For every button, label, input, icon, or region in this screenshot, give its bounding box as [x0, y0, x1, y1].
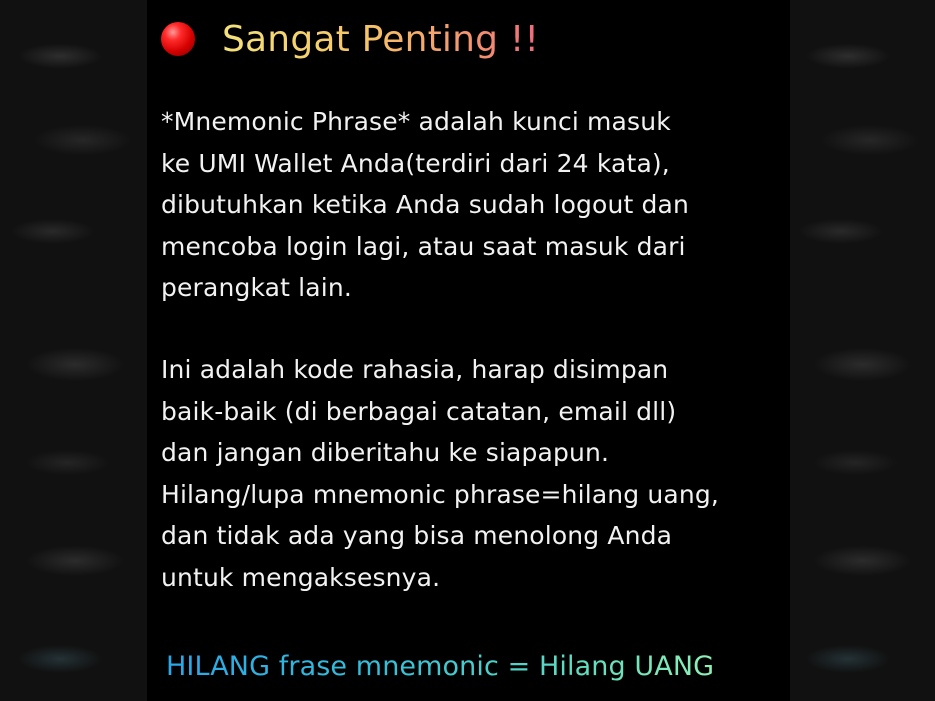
blurred-background-right — [790, 0, 935, 701]
blurred-background-left — [0, 0, 150, 701]
warning-title: Sangat Penting !! — [222, 18, 540, 60]
paragraph-line: dibutuhkan ketika Anda sudah logout dan — [161, 190, 690, 219]
warning-header — [161, 14, 539, 64]
paragraph-line: Hilang/lupa mnemonic phrase=hilang uang, — [161, 479, 719, 509]
mnemonic-explanation-paragraph — [161, 101, 786, 309]
paragraph-line: mencoba login lagi, atau saat masuk dari — [161, 231, 686, 261]
paragraph-line: dan tidak ada yang bisa menolong Anda — [161, 521, 673, 550]
secret-code-warning-paragraph — [161, 349, 786, 598]
paragraph-line: dan jangan diberitahu ke siapapun. — [161, 438, 610, 467]
paragraph-line: ke UMI Wallet Anda(terdiri dari 24 kata), — [161, 148, 670, 178]
paragraph-line: baik-baik (di berbagai catatan, email dll) — [161, 396, 677, 426]
paragraph-line: perangkat lain. — [161, 273, 352, 302]
paragraph-line: untuk mengaksesnya. — [161, 562, 441, 592]
paragraph-line: Ini adalah kode rahasia, harap disimpan — [161, 355, 669, 384]
paragraph-line: *Mnemonic Phrase* adalah kunci masuk — [161, 107, 671, 136]
warning-panel — [147, 0, 790, 701]
red-circle-icon — [161, 22, 195, 56]
loss-warning-footer: HILANG frase mnemonic = Hilang UANG — [166, 645, 714, 689]
